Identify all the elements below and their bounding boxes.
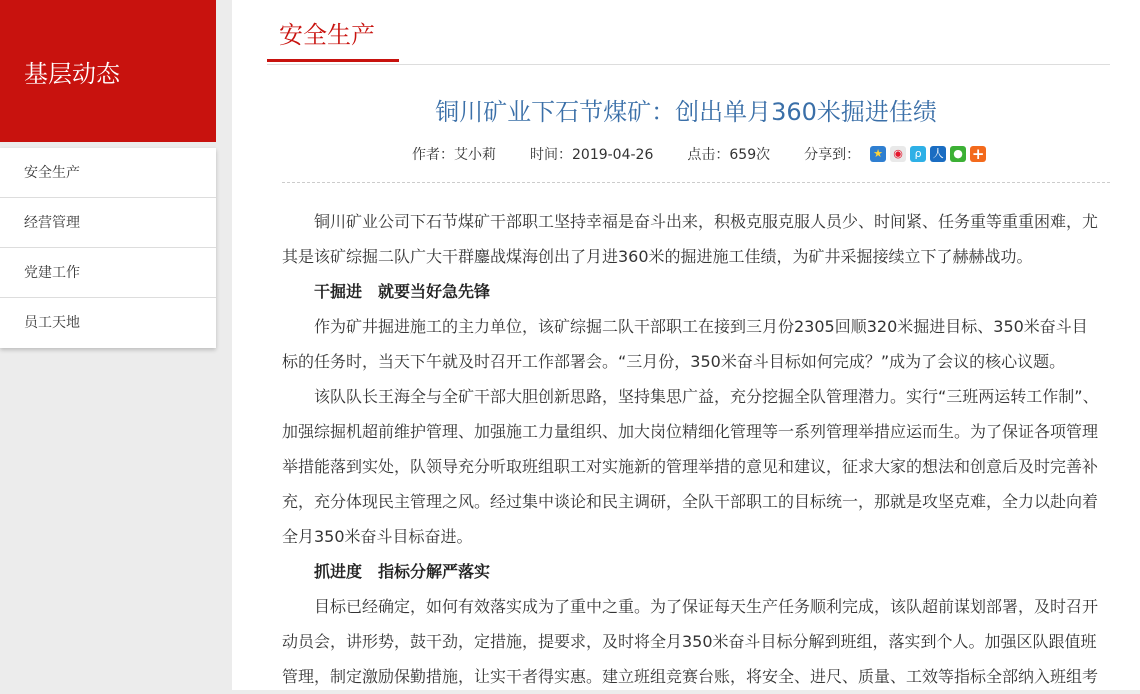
paragraph: 该队队长王海全与全矿干部大胆创新思路，坚持集思广益，充分挖掘全队管理潜力。实行“三班两运转工作制”、加强综掘机超前维护管理、加强施工力量组织、加大岗位精细化管理等一系列管理举措应运而生。为了保证各项管理举措能落到实处，队领导充分听取班组职工对实施新的管理举措的意见和建议，征求大家的想法和创意后及时完善补充，充分体现民主管理之风。经过集中谈论和民主调研，全队干部职工的目标统一，那就是攻坚克难，全力以赴向着全月350米奋斗目标奋进。 (282, 387, 1099, 546)
wechat-icon[interactable]: ● (950, 146, 966, 162)
paragraph: 目标已经确定，如何有效落实成为了重中之重。为了保证每天生产任务顺利完成，该队超前谋划部署，及时召开动员会，讲形势，鼓干劲，定措施，提要求，及时将全月350米奋斗目标分解到班组，落实到个人。加强区队跟值班管理，制定激励保勤措施，让实干者得实惠。建立班组竞赛台账，将安全、进尺、质量、工效等指标全部纳入班组考 (282, 597, 1099, 686)
section-heading: 抓进度 指标分解严落实 (314, 562, 491, 581)
sidebar (0, 0, 216, 348)
share-label: 分享到： (804, 147, 861, 163)
section-heading: 干掘进 就要当好急先锋 (314, 282, 491, 301)
click-count: 点击：659次 (687, 147, 771, 163)
sidebar-item-staff[interactable]: 员工天地 (24, 315, 80, 331)
sidebar-item-party[interactable]: 党建工作 (0, 248, 216, 298)
paragraph: 作为矿井掘进施工的主力单位，该矿综掘二队干部职工在接到三月份2305回顺320米掘进目标、350米奋斗目标的任务时，当天下午就及时召开工作部署会。“三月份，350米奋斗目标如何完成？”成为了会议的核心议题。 (282, 317, 1088, 371)
sidebar-title: 基层动态 (0, 0, 216, 142)
qzone-icon[interactable]: ★ (870, 146, 886, 162)
publish-time: 时间：2019-04-26 (530, 147, 654, 163)
more-icon[interactable]: + (971, 145, 985, 163)
section-header (267, 0, 1110, 65)
sidebar-item-management[interactable]: 经营管理 (0, 198, 216, 248)
sidebar-menu (0, 148, 216, 348)
article-title: 铜川矿业下石节煤矿：创出单月360米掘进佳绩 (435, 98, 937, 126)
weibo-icon[interactable]: ◉ (890, 146, 906, 162)
renren-icon[interactable]: 人 (930, 146, 946, 162)
article-body (282, 204, 1102, 694)
section-tab[interactable]: 安全生产 (267, 0, 399, 62)
paragraph: 铜川矿业公司下石节煤矿干部职工坚持幸福是奋斗出来，积极克服克服人员少、时间紧、任务重等重重困难，尤其是该矿综掘二队广大干群鏖战煤海创出了月进360米的掘进施工佳绩，为矿井采掘接续立下了赫赫战功。 (282, 212, 1099, 266)
author: 作者：艾小莉 (412, 147, 496, 163)
article-meta (412, 144, 986, 164)
share-buttons (870, 146, 986, 162)
main-content (232, 0, 1140, 690)
tencent-weibo-icon[interactable]: ρ (910, 146, 926, 162)
sidebar-item-safety[interactable]: 安全生产 (0, 148, 216, 198)
divider (282, 182, 1110, 183)
